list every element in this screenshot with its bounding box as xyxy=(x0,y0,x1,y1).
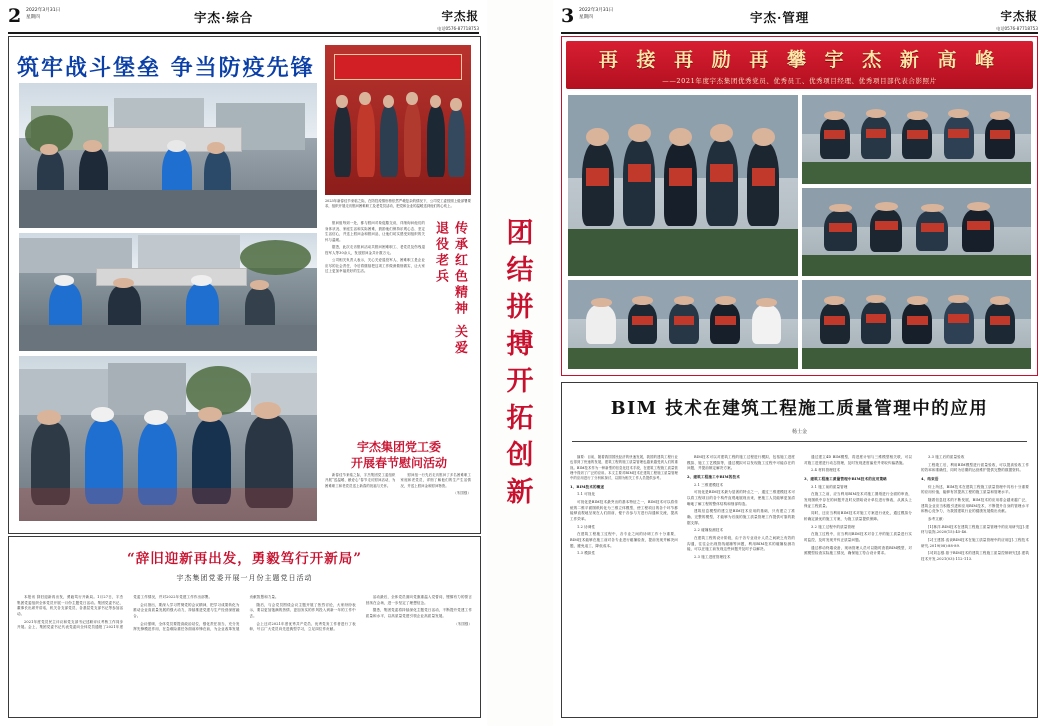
article-box-bottom-left xyxy=(8,536,481,718)
bottom-para-2: 会议指出，要深入学习贯彻党的会议精神，把学习成果转化为推动企业高质量发展的强大动力，持续推进党建与生产经营深度融合。 xyxy=(133,602,240,618)
bim-c3-p3: [1]林洋.BIM技术在建筑工程施工质量管理中的应用研究[J].建材与装饰,2020(15):45-46. xyxy=(921,524,1029,535)
bim-c3-p4: [2]王建国.浅谈BIM技术在施工质量管理中的应用[J].工程技术研究,2019(08):88-89. xyxy=(921,538,1029,548)
veterans-article-body xyxy=(325,221,425,277)
date-line-1: 2022年3月31日 xyxy=(26,8,61,13)
bim-c2-p6: 3.3 施工后的质量验收 xyxy=(928,455,965,459)
bim-c1-p2: 建筑信息模型的建立是BIM技术应用的基础，只有建立了准确、完整的模型，才能够为后续的施工质量管理工作提供可靠的数据支撑。 xyxy=(687,509,795,525)
bim-c1-p3: 2.2 碰撞检测技术 xyxy=(694,528,724,533)
bim-c2-p0: 3.1 施工前的质量管理 xyxy=(811,484,848,489)
gutter-char-7: 新 xyxy=(506,477,534,508)
headline-main-left: 筑牢战斗堡垒 争当防疫先锋 xyxy=(17,55,315,81)
bim-c2-p5: 通过移动终端设备，现场管理人员可以随时查看BIM模型，对照模型检查实际施工情况，确保施工符合设计要求。 xyxy=(804,545,912,556)
bottom-para-4: 随后，与会党员围绕会议主题开展了热烈讨论，大家纷纷表示，要以更加饱满的热情、更加务实的作风投入到新一年的工作中去。 xyxy=(249,602,356,618)
bottom-para-3: 会议强调，全体党员要提高政治站位，强化责任担当，充分发挥先锋模范作用，在急难险重任务面前冲锋在前，为企业改革发展贡献智慧和力量。 xyxy=(133,595,279,632)
bim-rule xyxy=(572,441,1027,442)
bim-c1-p0: 2.1 三维建模技术 xyxy=(694,482,724,487)
gutter-char-0: 团 xyxy=(506,218,534,249)
bim-c2-p4: 在施工过程中，应当利用BIM技术对各工序的施工质量进行实时监控，及时发现并纠正质量问题。 xyxy=(804,532,912,543)
subarticle-signature: （朱国强） xyxy=(453,490,471,495)
right-column-left-page xyxy=(325,45,471,525)
photo-caption-donation: 2023年新春佳节来临之际，在防控疫情形势依然严峻复杂的情况下，公司党工委按照上级部署要求，组织开展走访慰问困难职工及老党员活动，把党和企业的温暖送到他们的心坎上。 xyxy=(325,199,471,209)
bim-article-columns xyxy=(570,455,1029,711)
masthead-right xyxy=(561,6,1038,34)
bim-c2-p7: 工程竣工后，利用BIM模型进行质量验收，可以提高验收工作的效率和准确性，同时为后期的运营维护提供完整的数据资料。 xyxy=(921,462,1029,473)
hotline-right: 电话0576-87718753 xyxy=(996,26,1038,31)
paper-name-left: 宇杰报 xyxy=(441,9,479,23)
bim-c0-p2: 1.2 协调性 xyxy=(577,524,596,529)
photo-nucleic-acid-testing xyxy=(19,233,317,351)
gutter-char-2: 拼 xyxy=(506,292,534,323)
bim-c1-p5: 2.3 施工进度管理技术 xyxy=(694,555,731,559)
banner-subtitle: ——2021年度宇杰集团优秀党员、优秀员工、优秀项目经理、优秀项目部代表合影照片 xyxy=(662,77,937,85)
photo-feature-box xyxy=(561,36,1038,376)
bottom-para-0: 本报讯 辞旧迎新再出发，勇毅笃行开新局。1月27日，宇杰集团党委组织全体党员开展一月份主题党日活动。集团党委书记、董事长出席并讲话，机关各支部党员、各基层党支部书记等参加活动。 xyxy=(17,595,124,616)
masthead-left xyxy=(8,6,479,34)
bim-c2-p3: 3.2 施工过程中的质量管理 xyxy=(811,524,855,529)
bottom-para-1: 2021年度党员民主评议和党支部书记述职评议考核工作同步开展。会上，集团党委书记代表党委向全体党员通报了2021年度党委工作情况，并对2022年党建工作作出部署。 xyxy=(17,595,213,630)
bottom-headline: “辞旧迎新再出发，勇毅笃行开新局” xyxy=(126,551,363,567)
award-photo-4 xyxy=(568,280,798,369)
bim-c1-p1: 可视化是BIM技术最为显著的特点之一，通过三维建模技术可以将工程项目的各个构件直观地展现出来，使施工人员能够更加清晰地了解工程的整体结构和细部构造。 xyxy=(687,490,795,506)
bim-abstract: 摘要：目前，随着我国国民经济的快速发展，我国的建筑工程行业也得到了快速的发展，建筑工程的施工质量管理也越来越受到人们的重视。BIM技术作为一种新型的信息化技术手段，在建筑工程施工质量管理中得到了广泛的应用。本文主要对BIM技术在建筑工程施工质量管理中的应用进行了分析和探讨，以期为相关工作人员提供参考。 xyxy=(570,455,678,481)
date-block-right xyxy=(577,6,613,22)
page-right xyxy=(553,0,1046,726)
subarticle-para-1: 慰问组一行先后走访慰问了多名困难职工家庭和老党员，详细了解他们的生产生活情况，并送上慰问金和慰问物资。 xyxy=(400,473,471,488)
bim-section-heading-1: 2、建筑工程施工中BIM的技术 xyxy=(687,474,740,479)
photo-volunteer-team xyxy=(19,356,317,521)
bim-c2-p2: 同时，还应当利用BIM技术对施工方案进行优化，通过模拟分析确定最优的施工方案，为施工质量提供保障。 xyxy=(804,511,912,522)
veterans-para-1: 据悉，此次走访慰问活动共慰问困难职工、老党员及伤残退役军人等30余人，发放慰问金共计数万元。 xyxy=(325,245,425,255)
bim-c1-p4: 在建筑工程的设计阶段，由于各专业设计人员之间缺乏有效的沟通，往往会出现管线碰撞等问题，利用BIM技术的碰撞检测功能，可以在施工前发现这些问题并及时予以解决。 xyxy=(687,536,795,552)
bim-c0-p1: 可视化是BIM技术最突出的基本特征之一，BIM技术可以将传统的二维平面图纸转化为三维立体模型，使工程项目的各个环节都能够直观地呈现在人们面前，便于各参与方进行沟通和交流，提高工作效率。 xyxy=(570,500,678,522)
article-box-top-left xyxy=(8,36,481,534)
bottom-para-5: 会上还对2021年度优秀共产党员、优秀党务工作者进行了表彰，号召广大党员向先进典型学习，立足岗位作贡献。 xyxy=(249,621,356,632)
bottom-signature: （朱国强） xyxy=(454,621,472,626)
bim-c0-p4: 1.3 模拟性 xyxy=(577,551,596,556)
award-photo-grid xyxy=(568,95,1031,369)
bim-article-box xyxy=(561,382,1038,718)
bim-c3-p0: 综上所述，BIM技术在建筑工程施工质量管理中具有十分重要的应用价值，能够有效提高工程的施工质量和管理水平。 xyxy=(921,484,1029,495)
award-photo-2 xyxy=(802,95,1032,184)
gutter-char-6: 创 xyxy=(506,440,534,471)
bim-c3-p5: [3]刘志强.基于BIM技术的建筑工程施工质量控制研究[J].建筑技术开发,2021(03):112-113. xyxy=(921,551,1029,561)
gutter-char-5: 拓 xyxy=(506,403,534,434)
subarticle-title-line1: 宇杰集团党工委 xyxy=(356,439,441,454)
bim-article-title: BIM 技术在建筑工程施工质量管理中的应用 xyxy=(610,399,989,419)
bim-section-heading-0: 1、BIM技术的概述 xyxy=(570,484,605,489)
photo-epidemic-checkpoint xyxy=(19,83,317,228)
subarticle-title-line2: 开展春节慰问活动 xyxy=(350,455,447,470)
section-title-left: 宇杰·综合 xyxy=(193,10,254,25)
red-banner xyxy=(566,41,1033,89)
bim-c0-p0: 1.1 可视化 xyxy=(577,492,596,497)
bim-c0-p3: 在建筑工程施工过程中，各专业之间的协调工作十分重要，BIM技术能够在施工前对各专业进行碰撞检查，提前发现并解决问题，避免返工，降低成本。 xyxy=(570,532,678,548)
veterans-para-2: 公司相关负责人表示，关心关爱退役军人、困难职工是企业应尽的社会责任，今后将继续把这项工作做深做细做实，让大家过上更加幸福美好的生活。 xyxy=(325,258,425,274)
gutter-char-4: 开 xyxy=(506,366,534,397)
paper-name-right: 宇杰报 xyxy=(1000,9,1038,23)
date-block-left xyxy=(24,6,60,22)
bim-c1-p6: 通过建立4D BIM模型，将进度计划与三维模型相关联，可以对施工进度进行动态管理，及时发现进度偏差并采取纠偏措施。 xyxy=(804,455,912,465)
bim-section-heading-2: 3、建筑工程施工质量管理中BIM技术的应用策略 xyxy=(804,476,887,481)
date-line-1-right: 2022年3月31日 xyxy=(579,8,614,13)
award-photo-1 xyxy=(568,95,798,276)
date-line-2-right: 星期四 xyxy=(579,14,593,20)
veterans-para-0: 慰问组每到一处，都与慰问对象促膝交谈，详细询问他们的身体状况、家庭生活和实际困难，鼓励他们保持乐观心态、坚定生活信心，并送上慰问金和慰问品，让他们切实感受到组织的关怀与温暖。 xyxy=(325,221,425,242)
masthead-right-right xyxy=(946,6,1038,32)
gutter-char-1: 结 xyxy=(506,255,534,286)
bim-c2-p1: 在施工之前，应当利用BIM技术对施工图纸进行全面的审查，发现图纸中存在的问题并及时反馈给设计单位进行修改，从源头上保证工程质量。 xyxy=(804,492,912,508)
bottom-subheadline: 宇杰集团党委开展一月份主题党日活动 xyxy=(176,574,313,582)
bim-article-byline: 杨士金 xyxy=(791,429,807,435)
photo-donation-ceremony xyxy=(325,45,471,195)
bottom-article-columns xyxy=(17,595,472,711)
folio-number-left: 2 xyxy=(8,5,22,27)
photo-column-left xyxy=(19,83,317,525)
award-photo-5 xyxy=(802,280,1032,369)
vertical-headline-veterans: 传承红色精神 关爱退役老兵 xyxy=(433,221,467,357)
hotline-left: 电话0576-87718753 xyxy=(437,26,479,31)
gutter-char-3: 搏 xyxy=(506,329,534,360)
subarticle-para-0: 新春佳节来临之际，宇杰集团党工委组织开展“送温暖、献爱心”春节走访慰问活动，为困难职工和老党员送上新春的祝福与关怀。 xyxy=(325,473,396,488)
bottom-para-7: 据悉，集团党委将持续深化主题党日活动，不断提升党建工作质量和水平，以高质量党建引领企业高质量发展。 xyxy=(365,608,472,618)
banner-title: 再 接 再 励 再 攀 宇 杰 新 高 峰 xyxy=(598,49,1001,71)
bim-c1-p7: 2.4 材料管理技术 xyxy=(811,468,841,473)
masthead-right-left xyxy=(387,6,479,32)
bim-c3-p1: 随着信息技术的不断发展，BIM技术的应用将会越来越广泛，建筑企业应当积极引进和应用BIM技术，不断提升自身的管理水平和核心竞争力，为我国建筑行业的健康发展做出贡献。 xyxy=(921,498,1029,514)
subarticle-title xyxy=(329,439,469,471)
bim-c0-p5: BIM技术可以对建筑工程的施工过程进行模拟，包括施工进度模拟、施工工艺模拟等，通过模拟可以发现施工过程中可能存在的问题，并提前制定解决方案。 xyxy=(687,455,795,471)
bim-section-heading-3: 4、结束语 xyxy=(921,476,939,481)
section-title-right: 宇杰·管理 xyxy=(749,10,810,25)
bottom-para-6: 活动最后，全体党员面向党旗重温入党誓词，铿锵有力的誓言回荡在会场，进一步坚定了理想信念。 xyxy=(365,595,472,605)
subarticle-body xyxy=(325,473,471,519)
center-gutter-banner xyxy=(487,0,553,726)
folio-number-right: 3 xyxy=(561,5,575,27)
page-left xyxy=(0,0,487,726)
date-line-2: 星期四 xyxy=(26,14,40,20)
bim-c3-p2: 参考文献： xyxy=(928,517,947,522)
award-photo-3 xyxy=(802,188,1032,277)
